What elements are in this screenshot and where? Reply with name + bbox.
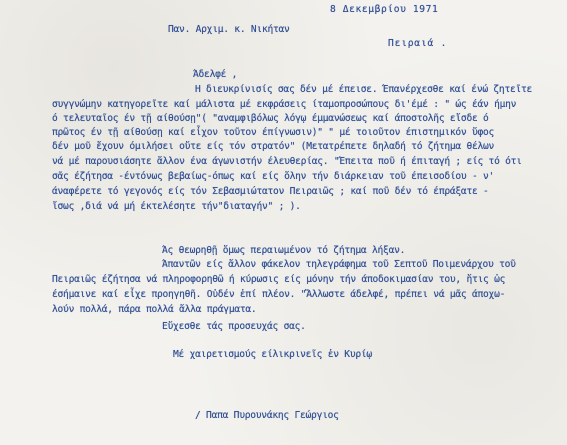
paragraph3-line: λούν πολλά, πάρα πολλά ἄλλα πράγματα. [52,304,257,315]
paragraph3-line: έσήμαινε καί εἶχε προηγηθῆ. Οὐδέν ἐπί πλέον. "Ἄλλωστε άδελφέ, πρέπει νά μᾶς άποχω- [52,289,506,300]
paragraph4: Εὔχεσθε τάς προσευχάς σας. [162,321,306,332]
paragraph1-line: σᾶς έζήτησα -έντόνως βεβαίως-όπως καί είς ὅλην τήν διάρκειαν τοῦ έπεισοδίου - ν' [52,171,495,182]
letter-city: Πειραιά . [388,38,448,49]
paragraph3-line: Άπαντῶν είς ἄλλον φάκελον τηλεγράφημα τοῦ Σεπτοῦ Ποιμενάρχου τοῦ [162,259,516,270]
paragraph1-line: Η διευκρίνισίς σας δέν μέ έπεισε. Έπανέρχεσθε καί ένώ ζητεῖτε [195,84,533,95]
paragraph1-line: ό τελευταῖος έν τῇ αίθούσῃ"( "αναμφιβόλως λόγῳ έμμανώσεως καί άποστολῆς εἴσδε ό [52,113,489,124]
paragraph1-line: άναφέρετε τό γεγονός είς τόν Σεβασμιώτατον Πειραιῶς ; καί ποῦ δέν τό έπράξατε - [52,186,489,197]
paragraph3-line: Πειραιῶς έζήτησα νά πληροφορηθῶ ή κύρωσις είς μόνην τήν άποδοκιμασίαν του, ἥτις ὡς [52,274,506,285]
paragraph2: Άς θεωρηθῇ ὅμως περαιωμένον τό ζήτημα λήξαν. [162,245,406,256]
paragraph1-line: δέν μοῦ ἔχουν όμιλήσει οὔτε είς τόν στρατόν" (Μετατρέπετε δηλαδή τό ζήτημα θέλων [52,141,495,152]
letter-closing: Μέ χαιρετισμούς είλικρινεῖς ἐν Κυρίῳ [173,349,372,360]
letter-recipient: Παν. Αρχιμ. κ. Νικήταν [168,24,290,35]
letter-date: 8 Δεκεμβρίου 1971 [330,4,439,15]
paragraph1-line: πρῶτος έν τῇ αίθούσῃ καί εἶχον τοῦτον έπίγνωσιν)" " μέ τοιοῦτον έπιστημικόν ὕφος [52,127,495,138]
letter-salutation: Άδελφέ , [193,69,238,80]
paragraph1-line: νά μέ παρουσιάσητε ἄλλον ένα άγωνιστήν έλευθερίας. "Έπειτα ποῦ ή έπιταγή ; είς τό ότι [52,156,522,167]
paragraph1-line: ἴσως ,διά νά μή έκτελέσητε τήν"διαταγήν" ; ). [52,201,301,212]
paragraph1-line: συγγνώμην κατηγορεῖτε καί μάλιστα μέ εκφράσεις ίταμοπροσώπους δι'έμέ : " ώς έάν ήμην [52,99,517,110]
letter-signature: / Παπα Πυρουνάκης Γεώργιος [195,410,339,421]
